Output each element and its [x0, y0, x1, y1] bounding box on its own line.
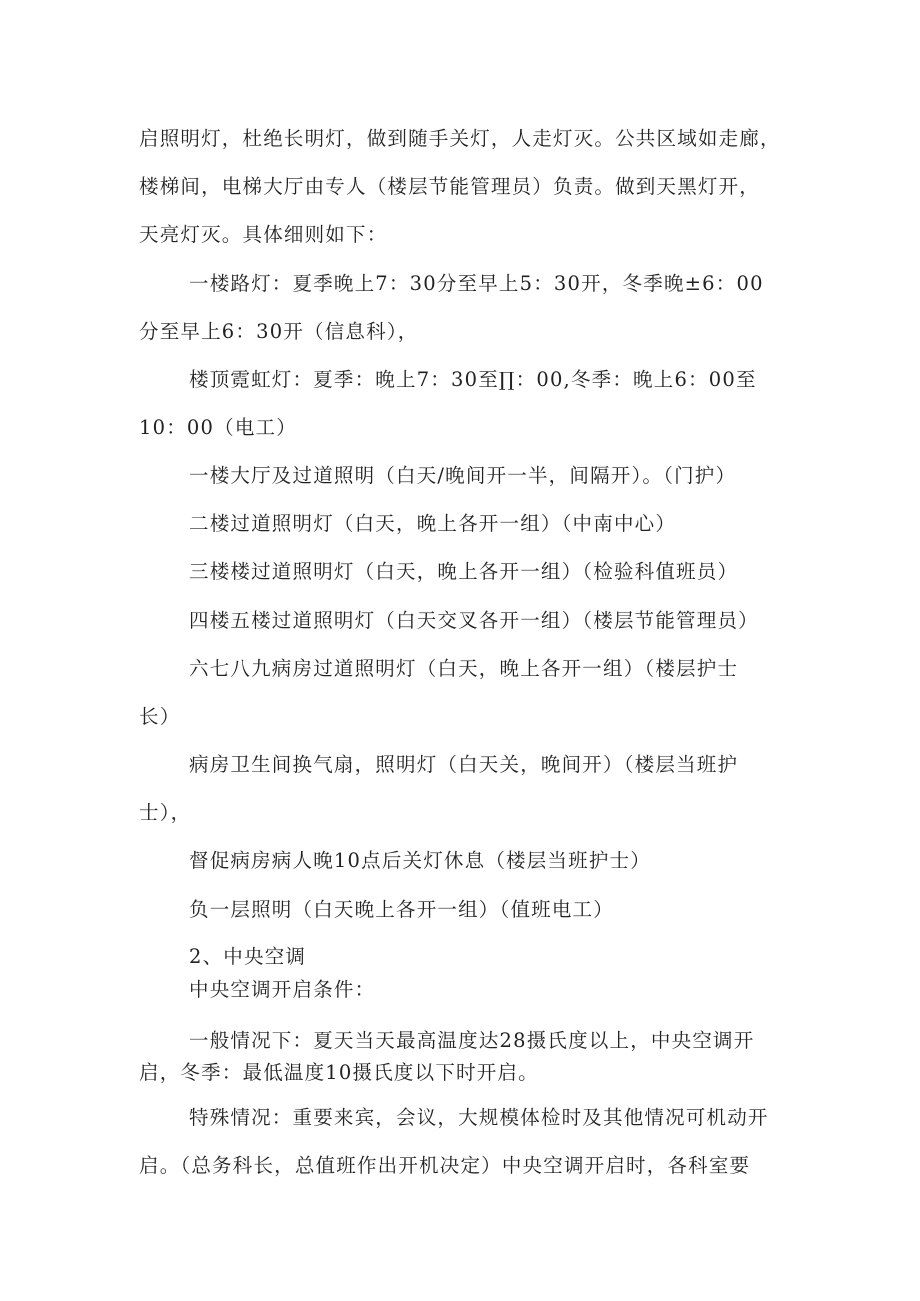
text-line: 一般情况下：夏天当天最高温度达28摄氏度以上，中央空调开 — [189, 1029, 755, 1052]
text-line: 督促病房病人晚10点后关灯休息（楼层当班护士） — [189, 849, 651, 872]
text-line: 启照明灯，杜绝长明灯，做到随手关灯，人走灯灭。公共区域如走廊， — [139, 127, 781, 150]
text-line: 六七八九病房过道照明灯（白天，晚上各开一组）（楼层护士 — [189, 657, 739, 680]
text-line: 士）， — [139, 801, 192, 824]
text-line: 特殊情况：重要来宾，会议，大规模体检时及其他情况可机动开 — [189, 1106, 769, 1129]
section-heading: 2、中央空调 — [189, 945, 307, 968]
text-line: 分至早上6：30开（信息科）， — [139, 320, 419, 343]
text-line: 楼梯间，电梯大厅由专人（楼层节能管理员）负责。做到天黑灯开， — [139, 175, 761, 198]
text-line: 一楼路灯：夏季晚上7：30分至早上5：30开，冬季晚±6：00 — [189, 272, 764, 295]
text-line: 10：00（电工） — [139, 416, 297, 439]
text-line: 二楼过道照明灯（白天，晚上各开一组）（中南中心） — [189, 512, 677, 535]
text-line: 启。（总务科长，总值班作出开机决定）中央空调开启时，各科室要 — [139, 1154, 751, 1177]
text-line: 中央空调开启条件： — [189, 978, 376, 1001]
text-line: 三楼楼过道照明灯（白天，晚上各开一组）（检验科值班员） — [189, 560, 739, 583]
text-line: 病房卫生间换气扇，照明灯（白天关，晚间开）（楼层当班护 — [189, 753, 739, 776]
text-line: 楼顶霓虹灯：夏季：晚上7：30至∏：00,冬季：晚上6：00至 — [189, 368, 757, 391]
text-line: 负一层照明（白天晚上各开一组）（值班电工） — [189, 898, 614, 921]
text-line: 长） — [139, 705, 181, 728]
text-line: 一楼大厅及过道照明（白天/晚间开一半，间隔开）。（门护） — [189, 464, 737, 487]
text-line: 天亮灯灭。具体细则如下： — [139, 223, 388, 246]
text-line: 启，冬季：最低温度10摄氏度以下时开启。 — [139, 1061, 539, 1084]
text-line: 四楼五楼过道照明灯（白天交叉各开一组）（楼层节能管理员） — [189, 609, 759, 632]
